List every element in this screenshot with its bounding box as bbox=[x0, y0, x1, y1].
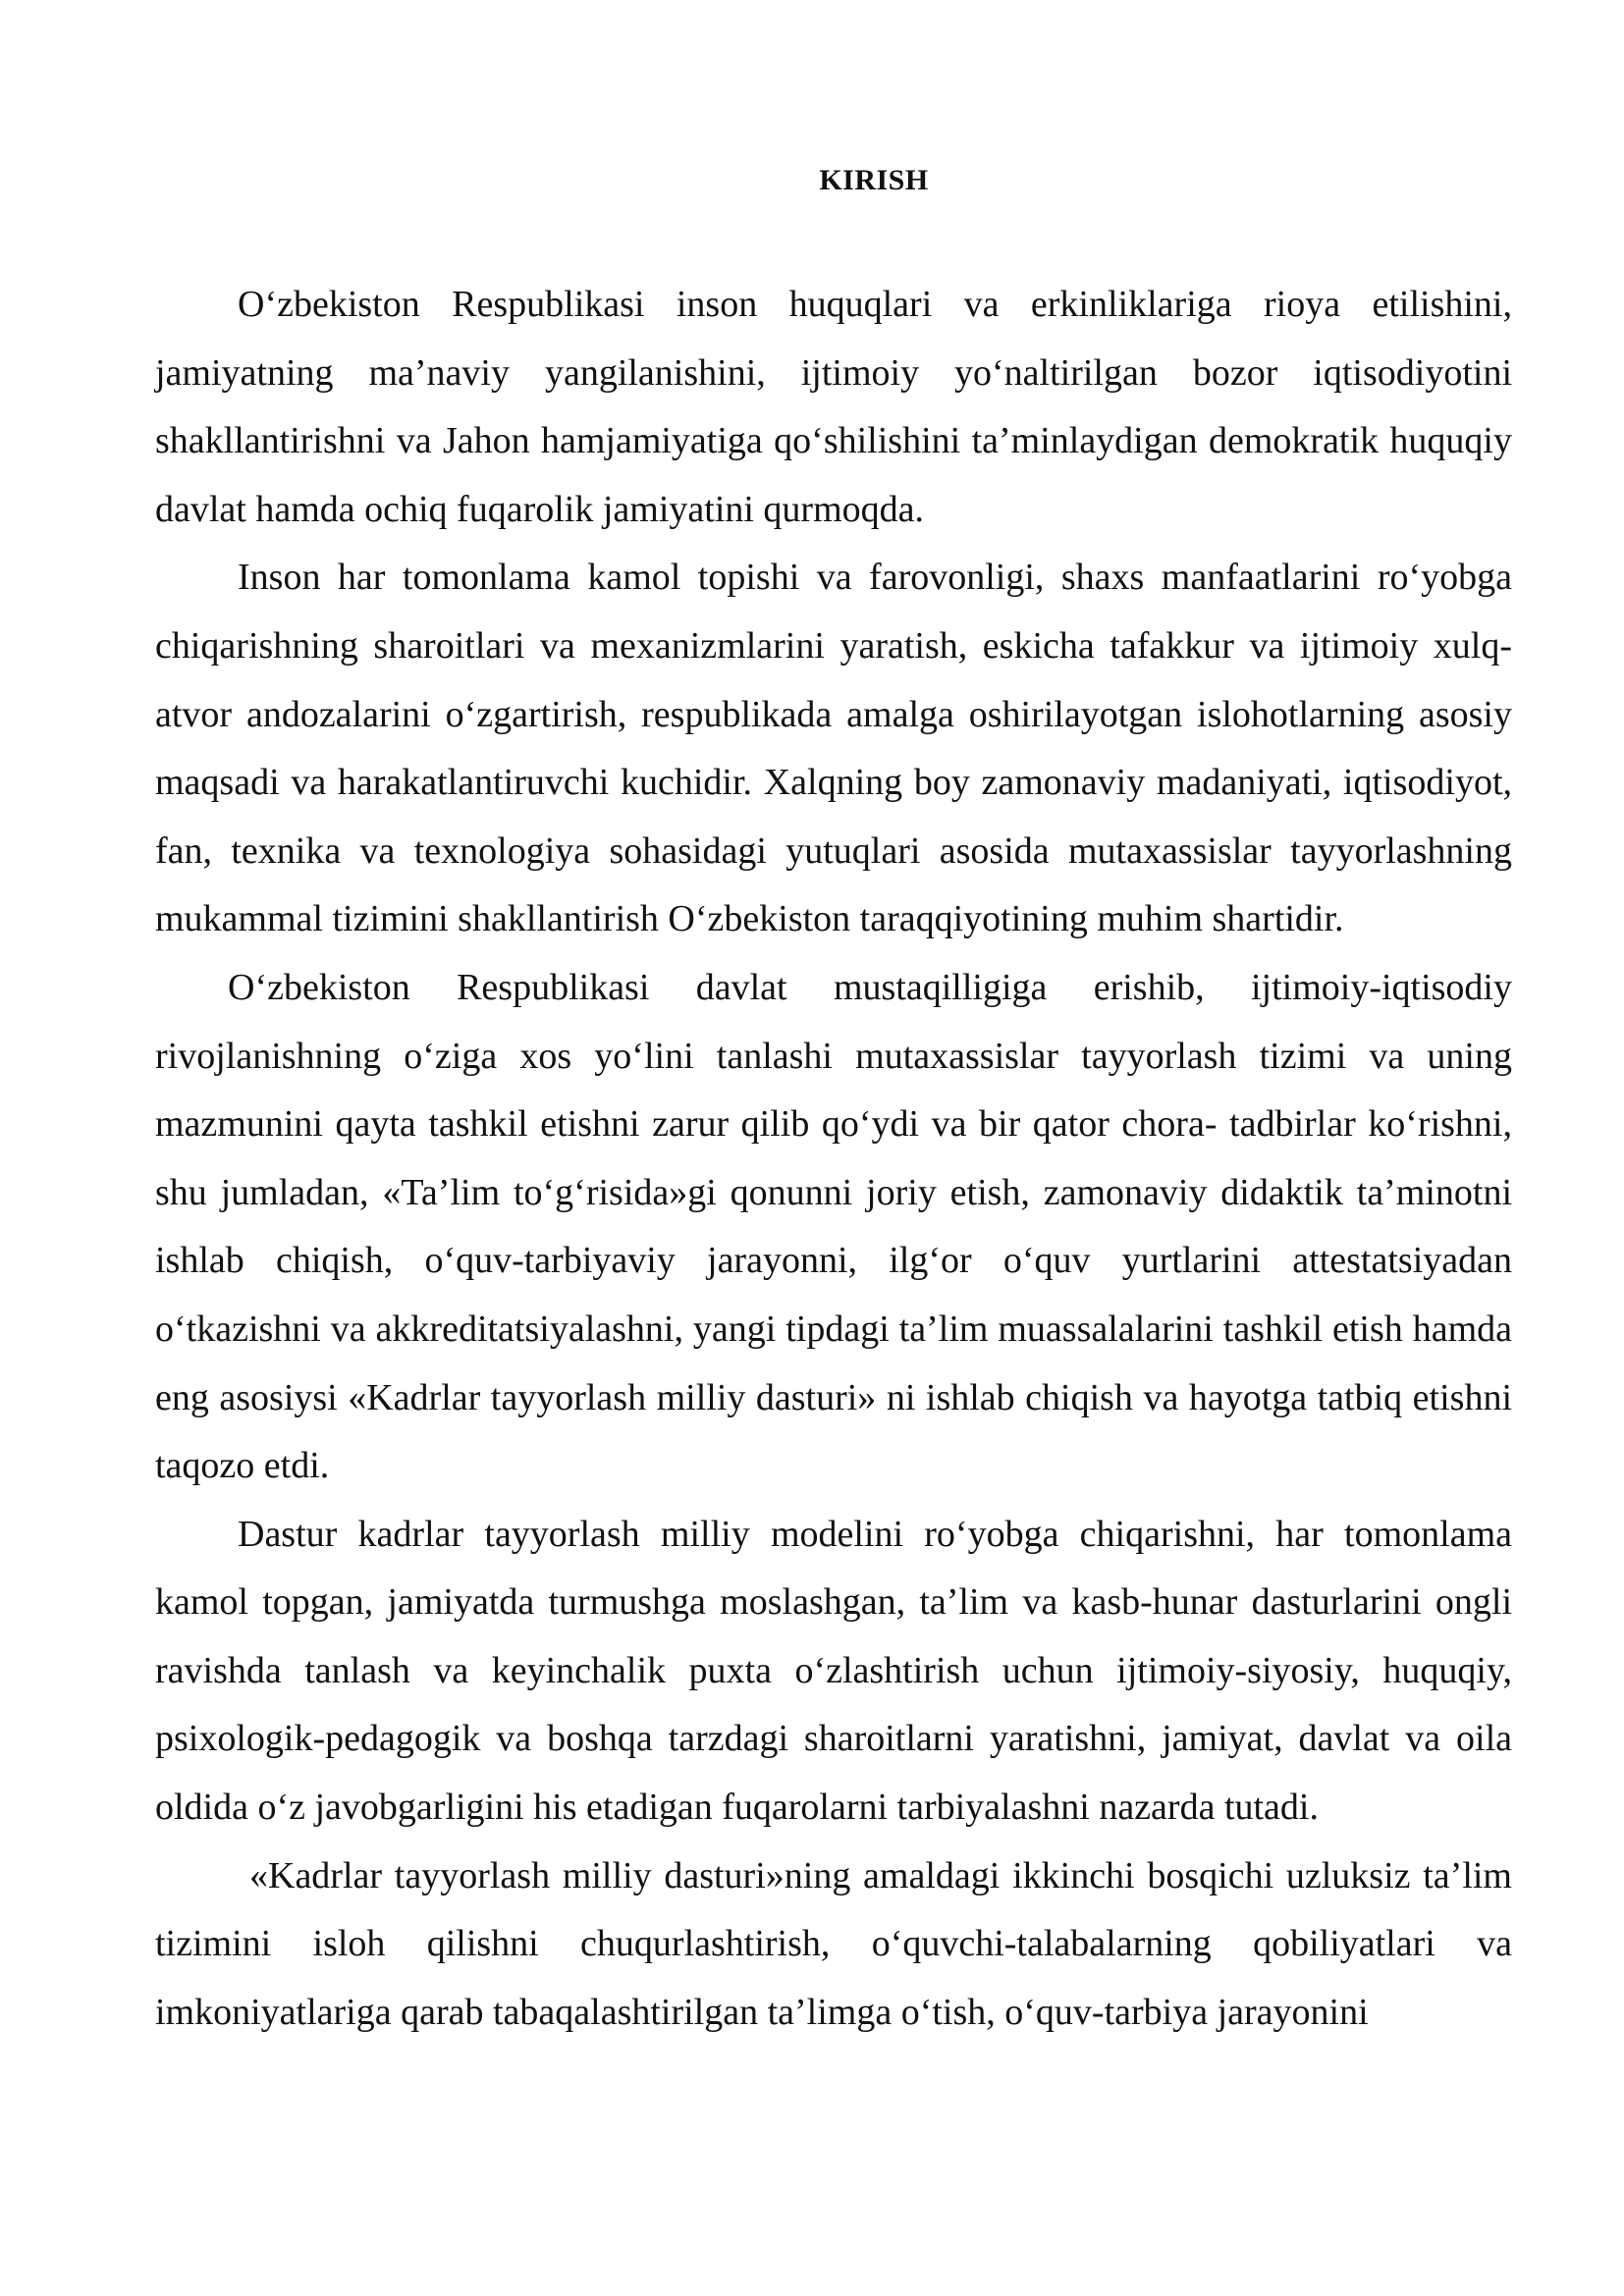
paragraph-2: Inson har tomonlama kamol topishi va farovonligi, shaxs manfaatlarini ro‘yobga chiqarishning sharoitlari va mexanizmlarini yaratish, eskicha tafakkur va ijtimoiy xulq-atvor andozalarini o‘zgartirish, respublikada amalga oshirilayotgan islohotlarning asosiy maqsadi va harakatlantiruvchi kuchidir. Xalqning boy zamonaviy madaniyati, iqtisodiyot, fan, texnika va texnologiya sohasidagi yutuqlari asosida mutaxassislar tayyorlashning mukammal tizimini shakllantirish O‘zbekiston taraqqiyotining muhim shartidir. bbox=[155, 557, 1512, 940]
paragraph-1: O‘zbekiston Respublikasi inson huquqlari va erkinliklariga rioya etilishini, jamiyatning ma’naviy yangilanishini, ijtimoiy yo‘naltirilgan bozor iqtisodiyotini shakllantirishni va Jahon hamjamiyatiga qo‘shilishini ta’minlaydigan demokratik huquqiy davlat hamda ochiq fuqarolik jamiyatini qurmoqda. bbox=[155, 284, 1512, 530]
paragraph-5: «Kadrlar tayyorlash milliy dasturi»ning amaldagi ikkinchi bosqichi uzluksiz ta’lim tizimini isloh qilishni chuqurlashtirish, o‘quvchi-talabalarning qobiliyatlari va imkoniyatlariga qarab tabaqalashtirilgan ta’limga o‘tish, o‘quv-tarbiya jarayonini bbox=[155, 1854, 1512, 2033]
body-text bbox=[155, 271, 1512, 2047]
paragraph-4: Dastur kadrlar tayyorlash milliy modelini ro‘yobga chiqarishni, har tomonlama kamol topgan, jamiyatda turmushga moslashgan, ta’lim va kasb-hunar dasturlarini ongli ravishda tanlash va keyinchalik puxta o‘zlashtirish uchun ijtimoiy-siyosiy, huquqiy, psixologik-pedagogik va boshqa tarzdagi sharoitlarni yaratishni, jamiyat, davlat va oila oldida o‘z javobgarligini his etadigan fuqarolarni tarbiyalashni nazarda tutadi. bbox=[155, 1513, 1512, 1829]
paragraph-3: O‘zbekiston Respublikasi davlat mustaqilligiga erishib, ijtimoiy-iqtisodiy rivojlanishning o‘ziga xos yo‘lini tanlashi mutaxassislar tayyorlash tizimi va uning mazmunini qayta tashkil etishni zarur qilib qo‘ydi va bir qator chora- tadbirlar ko‘rishni, shu jumladan, «Ta’lim to‘g‘risida»gi qonunni joriy etish, zamonaviy didaktik ta’minotni ishlab chiqish, o‘quv-tarbiyaviy jarayonni, ilg‘or o‘quv yurtlarini attestatsiyadan o‘tkazishni va akkreditatsiyalashni, yangi tipdagi ta’lim muassalalarini tashkil etish hamda eng asosiysi «Kadrlar tayyorlash milliy dasturi» ni ishlab chiqish va hayotga tatbiq etishni taqozo etdi. bbox=[155, 966, 1512, 1487]
page-heading: KIRISH bbox=[819, 164, 929, 196]
